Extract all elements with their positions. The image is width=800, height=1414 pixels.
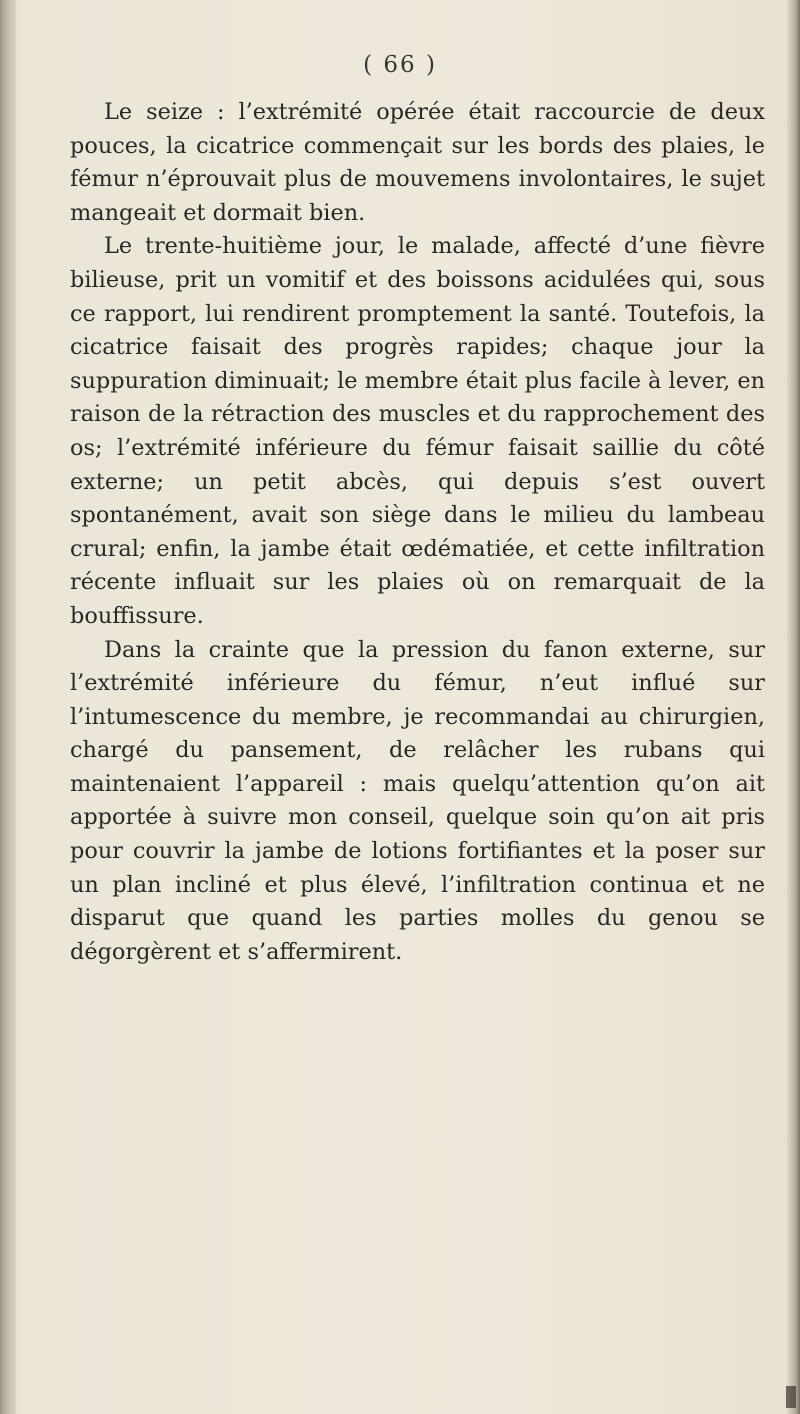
page-binding-edge xyxy=(0,0,16,1414)
paragraph-2: Le trente-huitième jour, le malade, affecté d’une fièvre bilieuse, prit un vomitif et des boissons acidulées qui, sous ce rapport, lui rendirent promptement la santé. Toutefois, la cicatrice faisait des progrès rapides; chaque jour la suppuration diminuait; le membre était plus facile à lever, en raison de la rétraction des muscles et du rapprochement des os; l’extrémité inférieure du fémur faisait saillie du côté externe; un petit abcès, qui depuis s’est ouvert spontanément, avait son siège dans le milieu du lambeau crural; enfin, la jambe était œdématiée, et cette infiltration récente influait sur les plaies où on remarquait de la bouffissure. xyxy=(70,233,765,629)
page-number: ( 66 ) xyxy=(363,52,437,78)
paragraph-3: Dans la crainte que la pression du fanon externe, sur l’extrémité inférieure du fémur, n’eut influé sur l’intumescence du membre, je recommandai au chirurgien, chargé du pansement, de relâcher les rubans qui maintenaient l’appareil : mais quelqu’attention qu’on ait apportée à suivre mon conseil, quelque soin qu’on ait pris pour couvrir la jambe de lotions fortifiantes et la poser sur un plan incliné et plus élevé, l’infiltration continua et ne disparut que quand les parties molles du genou se dégorgèrent et s’affermirent. xyxy=(70,636,765,965)
page-corner-mark xyxy=(786,1386,796,1408)
page-right-edge xyxy=(786,0,800,1414)
paragraph-1: Le seize : l’extrémité opérée était raccourcie de deux pouces, la cicatrice commençait sur les bords des plaies, le fémur n’éprouvait plus de mouvemens involontaires, le sujet mangeait et dormait bien. xyxy=(70,99,765,226)
body-text xyxy=(70,96,765,969)
